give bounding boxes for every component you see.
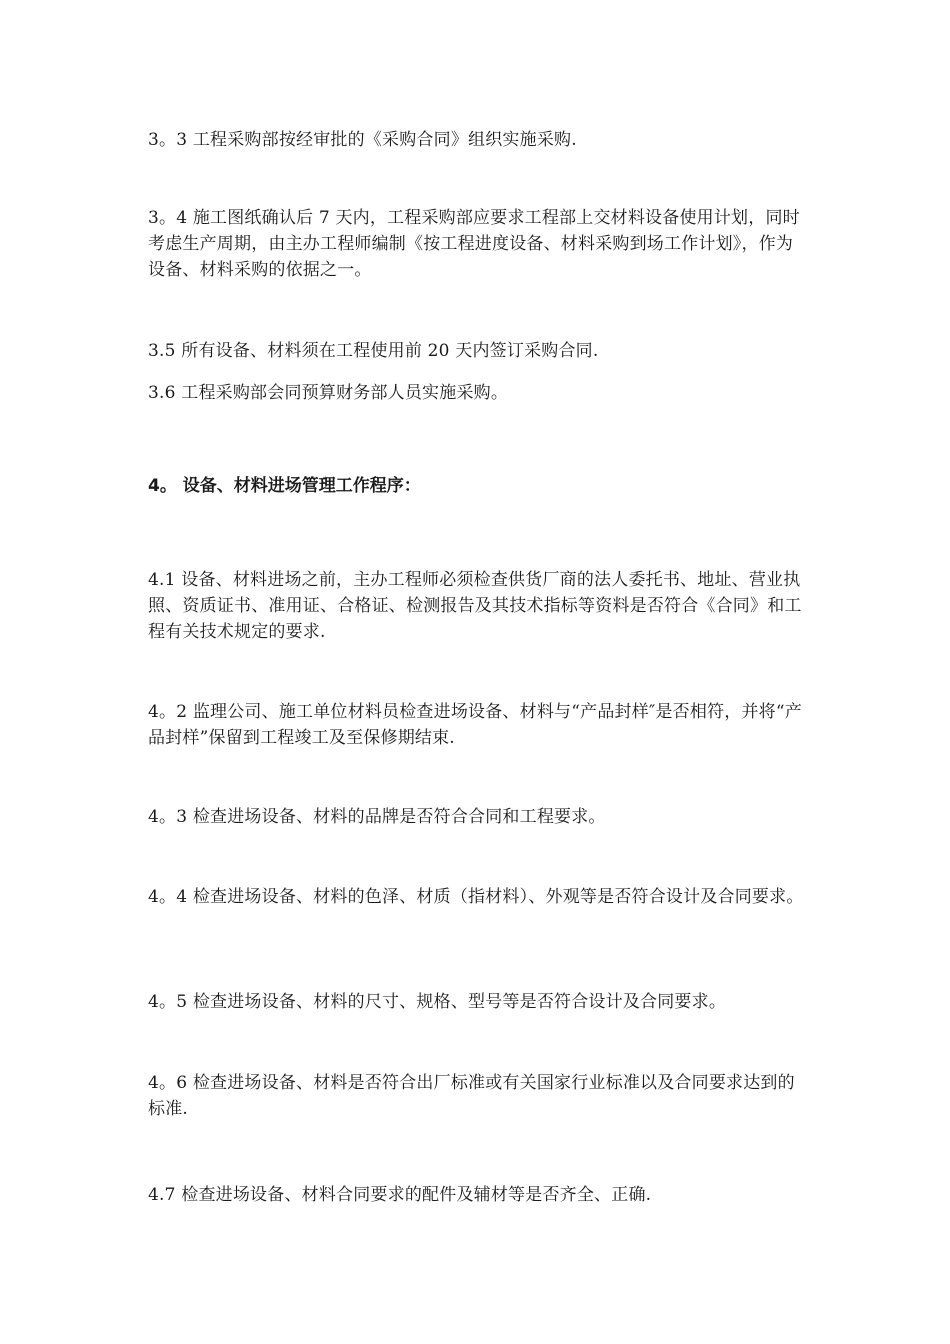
- paragraph-4-5: 4。5 检查进场设备、材料的尺寸、规格、型号等是否符合设计及合同要求。: [148, 992, 727, 1012]
- paragraph-4-4: 4。4 检查进场设备、材料的色泽、材质（指材料）、外观等是否符合设计及合同要求。: [148, 887, 804, 907]
- paragraph-4-2: 4。2 监理公司、施工单位材料员检查进场设备、材料与“产品封样″是否相符，并将“产品封样”保留到工程竣工及至保修期结束.: [148, 702, 802, 748]
- paragraph-4-1: 4.1 设备、材料进场之前，主办工程师必须检查供货厂商的法人委托书、地址、营业执照、资质证书、准用证、合格证、检测报告及其技术指标等资料是否符合《合同》和工程有关技术规定的要求.: [148, 570, 802, 642]
- paragraph-3-3: 3。3 工程采购部按经审批的《采购合同》组织实施采购.: [148, 130, 577, 150]
- paragraph-4-7: 4.7 检查进场设备、材料合同要求的配件及辅材等是否齐全、正确.: [148, 1185, 652, 1205]
- paragraph-3-6: 3.6 工程采购部会同预算财务部人员实施采购。: [148, 383, 509, 403]
- paragraph-3-4: 3。4 施工图纸确认后 7 天内，工程采购部应要求工程部上交材料设备使用计划，同时考虑生产周期，由主办工程师编制《按工程进度设备、材料采购到场工作计划》，作为设备、材料采购的依据之一。: [148, 208, 800, 280]
- paragraph-4-6: 4。6 检查进场设备、材料是否符合出厂标准或有关国家行业标准以及合同要求达到的标准.: [148, 1073, 795, 1119]
- paragraph-3-5: 3.5 所有设备、材料须在工程使用前 20 天内签订采购合同.: [148, 341, 599, 361]
- paragraph-4-3: 4。3 检查进场设备、材料的品牌是否符合合同和工程要求。: [148, 807, 606, 827]
- section-4-heading: 4。 设备、材料进场管理工作程序：: [148, 476, 421, 496]
